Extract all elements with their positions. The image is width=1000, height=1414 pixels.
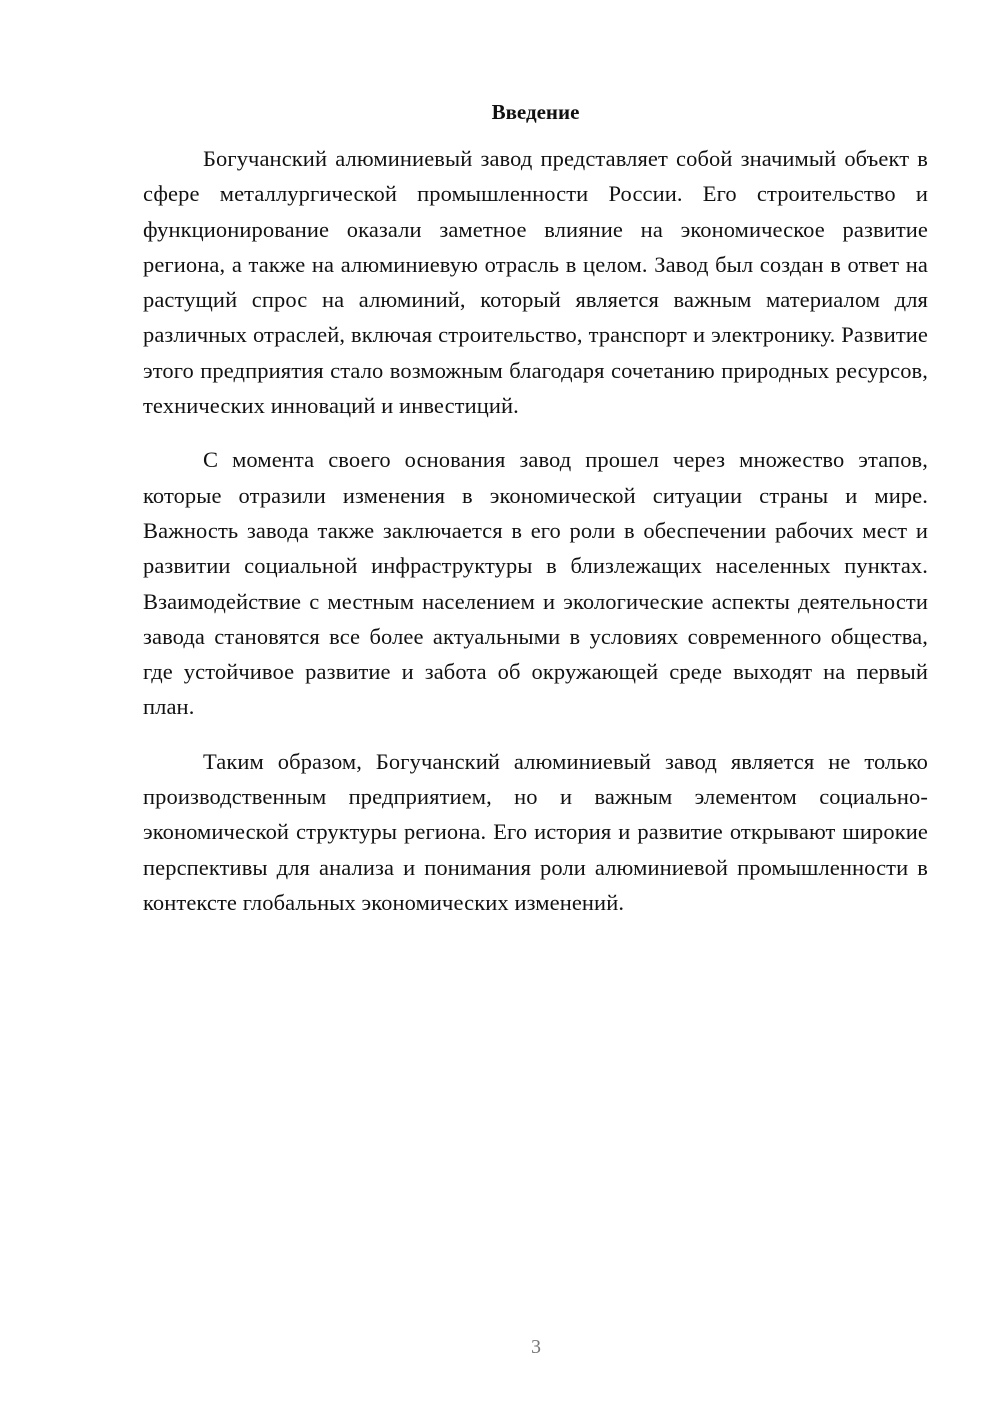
page-content — [143, 97, 928, 939]
paragraph-1: Богучанский алюминиевый завод представляет собой значимый объект в сфере металлургической промышленности России. Его строительство и функционирование оказали заметное влияние на экономическое развитие региона, а также на алюминиевую отрасль в целом. Завод был создан в ответ на растущий спрос на алюминий, который является важным материалом для различных отраслей, включая строительство, транспорт и электронику. Развитие этого предприятия стало возможным благодаря сочетанию природных ресурсов, технических инноваций и инвестиций. — [143, 146, 928, 419]
paragraph-2: С момента своего основания завод прошел через множество этапов, которые отразили изменения в экономической ситуации страны и мире. Важность завода также заключается в его роли в обеспечении рабочих мест и развитии социальной инфраструктуры в близлежащих населенных пунктах. Взаимодействие с местным населением и экологические аспекты деятельности завода становятся все более актуальными в условиях современного общества, где устойчивое развитие и забота об окружающей среде выходят на первый план. — [143, 447, 928, 720]
paragraph-3: Таким образом, Богучанский алюминиевый завод является не только производственным предприятием, но и важным элементом социально-экономической структуры региона. Его история и развитие открывают широкие перспективы для анализа и понимания роли алюминиевой промышленности в контексте глобальных экономических изменений. — [143, 748, 928, 915]
page-number: 3 — [531, 1336, 541, 1358]
section-heading: Введение — [491, 100, 580, 124]
